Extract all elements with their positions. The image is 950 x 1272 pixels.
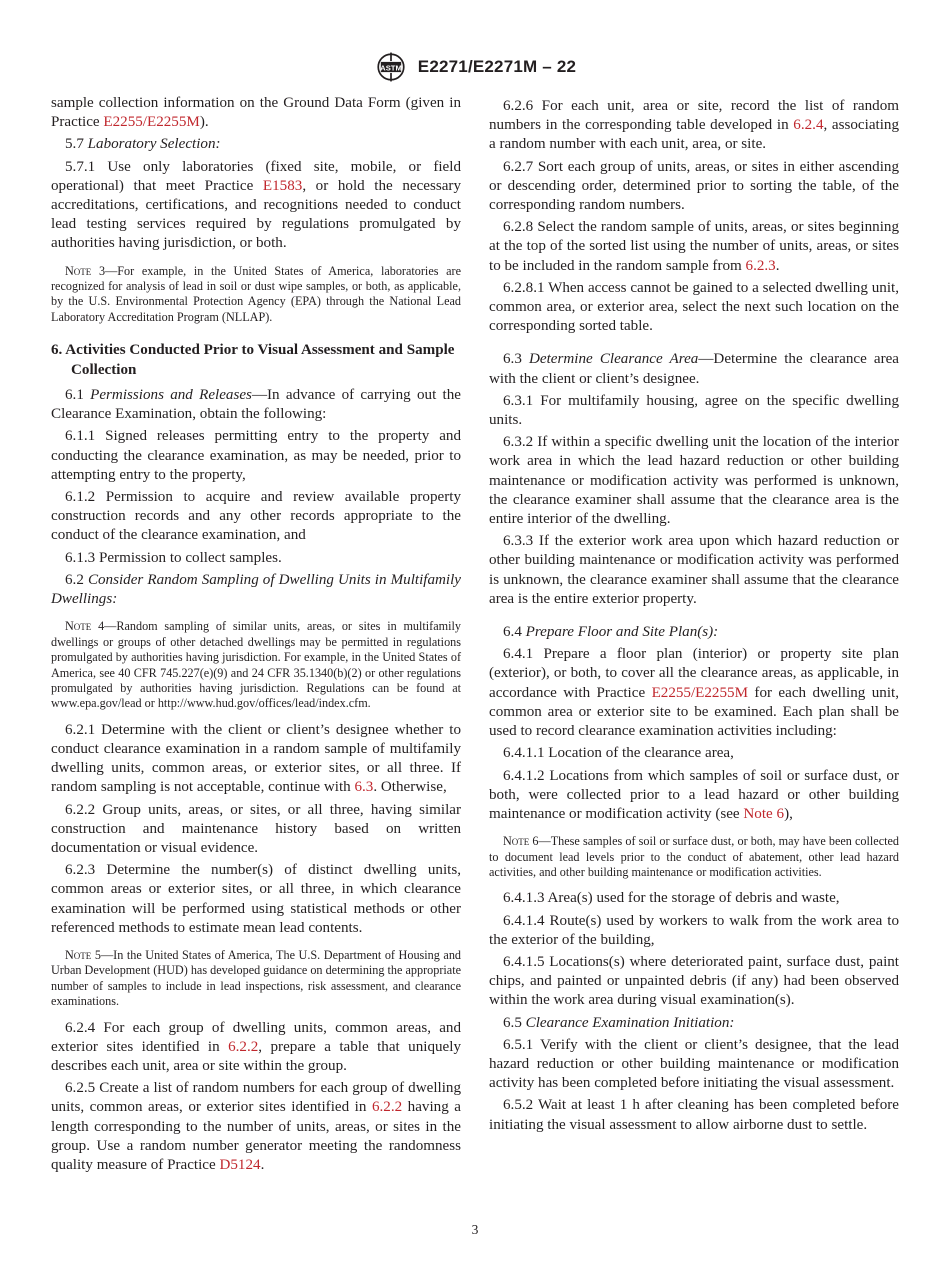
paragraph-text: 5.7.1 Use only laboratories (fixed site, mobile, or field operational) that meet Practice <box>51 158 461 194</box>
body-paragraph <box>489 1036 899 1094</box>
paragraph-text: 6.3.1 For multifamily housing, agree on the specific dwelling units. <box>489 392 899 429</box>
astm-logo-icon <box>374 50 408 84</box>
body-paragraph <box>489 889 899 908</box>
body-paragraph <box>489 392 899 430</box>
paragraph-heading: Permissions and Releases <box>90 387 252 404</box>
paragraph-heading: Clearance Examination Initiation: <box>525 1014 735 1031</box>
cross-reference-link[interactable]: D5124 <box>219 1157 261 1174</box>
page-number: 3 <box>471 1222 479 1237</box>
paragraph-text: 6.4.1.3 Area(s) used for the storage of debris and waste, <box>503 890 840 907</box>
paragraph-text: —Determine the clearance area with the client or client’s designee. <box>489 351 900 387</box>
paragraph-text: for each dwelling unit, common area or exterior site to be examined. Each plan shall be used to record clearance examination activities including: <box>489 684 899 740</box>
body-paragraph <box>51 1019 461 1077</box>
paragraph-heading: Consider Random Sampling of Dwelling Units in Multifamily Dwellings: <box>51 571 461 608</box>
paragraph-text: 6.2.3 Determine the number(s) of distinct dwelling units, common areas or exterior sites, or all three, in which clearance examination will be performed using statistical methods or other referenced methods to estimate mean lead contents. <box>51 862 461 936</box>
cross-reference-link[interactable]: E2255/E2255M <box>103 114 200 131</box>
note-label: Note 5 <box>65 947 101 962</box>
paragraph-number: 6.1 <box>65 387 91 404</box>
cross-reference-link[interactable]: 6.2.2 <box>371 1099 403 1116</box>
paragraph-text: 6.1.3 Permission to collect samples. <box>65 549 282 566</box>
paragraph-text: 6.5.1 Verify with the client or client’s designee, that the lead hazard reduction or other building maintenance or modification activity has been completed before initiating the visual assessment. <box>489 1036 899 1092</box>
left-column <box>51 94 461 1175</box>
paragraph-text: . <box>775 257 780 274</box>
note-text: —For example, in the United States of America, laboratories are recognized for analysis of lead in soil or dust wipe samples, or both, as applicable, by the U.S. Environmental Protection Agency (EPA) through the National Lead Laboratory Accreditation Program (NLLAP). <box>51 263 462 324</box>
cross-reference-link[interactable]: E1583 <box>262 177 303 194</box>
paragraph-text: , prepare a table that uniquely describes each unit, area or site within the group. <box>51 1038 461 1074</box>
paragraph-text: . <box>260 1157 265 1174</box>
note-paragraph <box>51 619 461 711</box>
body-paragraph <box>489 744 899 763</box>
note-text: —These samples of soil or surface dust, or both, may have been collected to document lead levels prior to the conduct of abatement, other lead hazard activities, and other building maintenance or modification activities. <box>489 834 900 879</box>
note-text: —In the United States of America, The U.S. Department of Housing and Urban Development (HUD) has developed guidance on determining the appropriate number of samples to include in lead inspections, risk assessment, and clearance examinations. <box>51 947 462 1009</box>
right-column <box>489 94 899 1135</box>
paragraph-text: ). <box>199 114 209 131</box>
body-paragraph <box>489 953 899 1011</box>
body-paragraph <box>51 94 461 132</box>
body-paragraph <box>51 861 461 938</box>
paragraph-text: 6.3.2 If within a specific dwelling unit the location of the interior work area in which the lead hazard reduction or other building maintenance or modification activity was performed is unknown, the clearance examiner shall assume that the clearance area is the entire interior of the dwelling. <box>489 434 899 528</box>
body-paragraph <box>51 801 461 859</box>
paragraph-text: 6.2.6 For each unit, area or site, record the list of random numbers in the corresponding table developed in <box>489 98 899 134</box>
paragraph-text: 6.2.5 Create a list of random numbers for each group of dwelling units, common areas, or exterior sites identified in <box>51 1080 461 1116</box>
body-paragraph <box>51 549 461 568</box>
cross-reference-link[interactable]: 6.2.2 <box>228 1038 259 1055</box>
body-paragraph <box>51 158 461 254</box>
page-header <box>0 50 950 84</box>
body-paragraph <box>489 1014 899 1033</box>
paragraph-heading: Laboratory Selection: <box>87 136 221 153</box>
paragraph-text: . Otherwise, <box>373 779 447 796</box>
note-label: Note 6 <box>503 834 539 849</box>
paragraph-text: sample collection information on the Ground Data Form (given in Practice <box>51 95 461 131</box>
paragraph-text: 6.2.8.1 When access cannot be gained to a selected dwelling unit, common area, or exterior area, select the next such location on the corresponding sorted table. <box>489 279 899 335</box>
body-paragraph <box>489 645 899 741</box>
paragraph-text: 6.5.2 Wait at least 1 h after cleaning has been completed before initiating the visual assessment to allow airborne dust to settle. <box>489 1097 899 1133</box>
body-paragraph <box>489 767 899 825</box>
cross-reference-link[interactable]: 6.2.3 <box>745 257 776 274</box>
cross-reference-link[interactable]: 6.3 <box>354 779 374 796</box>
cross-reference-link[interactable]: E2255/E2255M <box>651 684 748 701</box>
body-paragraph <box>489 433 899 529</box>
paragraph-text: 6.1.2 Permission to acquire and review available property construction records and any other records appropriate to the conduct of the clearance examination, and <box>51 489 461 544</box>
body-paragraph <box>51 427 461 485</box>
svg-text:ASTM: ASTM <box>379 63 402 73</box>
paragraph-text: , or hold the necessary accreditations, certifications, and recognitions needed to conduct lead testing services required by regulations promulgated by authorities having jurisdiction, or both. <box>51 177 461 252</box>
paragraph-text: 6.2.4 For each group of dwelling units, common areas, and exterior sites identified in <box>51 1019 461 1055</box>
paragraph-text: 6.4.1.1 Location of the clearance area, <box>503 745 734 762</box>
paragraph-text: 6.4.1.2 Locations from which samples of soil or surface dust, or both, were collected prior to a lead hazard or other building maintenance or modification activity (see <box>489 767 899 822</box>
paragraph-text: , associating a random number with each unit, area, or site. <box>489 117 899 153</box>
paragraph-heading: Prepare Floor and Site Plan(s): <box>525 624 719 641</box>
paragraph-text: 6.2.1 Determine with the client or client’s designee whether to conduct clearance examination in a random sample of multifamily dwelling units, common areas, or exterior sites, or all three. If random sampling is not acceptable, continue with <box>51 721 461 796</box>
standard-designation: E2271/E2271M – 22 <box>417 57 577 76</box>
cross-reference-link[interactable]: Note 6 <box>743 805 785 822</box>
body-paragraph <box>51 488 461 546</box>
body-paragraph <box>51 386 461 424</box>
body-paragraph <box>489 350 899 388</box>
cross-reference-link[interactable]: 6.2.4 <box>793 117 824 134</box>
note-label: Note 4 <box>65 619 105 634</box>
body-paragraph <box>489 623 899 642</box>
note-label: Note 3 <box>65 263 106 278</box>
paragraph-text: 6.2.8 Select the random sample of units, areas, or sites beginning at the top of the sorted list using the number of units, areas, or sites to be included in the random sample from <box>489 219 899 274</box>
paragraph-heading: Determine Clearance Area <box>529 351 699 368</box>
body-paragraph <box>489 218 899 276</box>
paragraph-text: 6.4.1.5 Locations(s) where deteriorated paint, surface dust, paint chips, and painted or unpainted debris (if any) had been observed within the work area during visual examination(s). <box>489 953 899 1009</box>
paragraph-number: 6.2 <box>65 571 88 588</box>
paragraph-text: 6.4.1.4 Route(s) used by workers to walk from the work area to the exterior of the building, <box>489 912 899 948</box>
paragraph-text: 6.2.2 Group units, areas, or sites, or all three, having similar construction and maintenance history based on written documentation or visual evidence. <box>51 801 461 856</box>
paragraph-number: 6.5 <box>503 1014 526 1031</box>
body-paragraph <box>489 1096 899 1134</box>
note-paragraph <box>51 948 461 1010</box>
paragraph-number: 6.3 <box>503 351 529 368</box>
paragraph-text: 6.1.1 Signed releases permitting entry to the property and conducting the clearance examination, as may be needed, prior to attempting entry to the property, <box>51 428 461 483</box>
body-paragraph <box>489 279 899 337</box>
body-paragraph <box>51 721 461 798</box>
section-heading: 6. Activities Conducted Prior to Visual Assessment and Sample Collection <box>51 342 455 378</box>
paragraph-number: 5.7 <box>65 136 88 153</box>
paragraph-text: having a length corresponding to the number of units, areas, or sites in the group. Use a random number generator meeting the randomness quality measure of Practice <box>51 1099 461 1174</box>
paragraph-text: 6.4.1 Prepare a floor plan (interior) or property site plan (exterior), or both, to cover all the clearance areas, as applicable, in accordance with Practice <box>489 646 899 701</box>
paragraph-text: —In advance of carrying out the Clearance Examination, obtain the following: <box>51 387 461 423</box>
body-paragraph <box>51 571 461 609</box>
body-paragraph <box>489 532 899 609</box>
note-paragraph <box>51 264 461 326</box>
body-paragraph <box>489 912 899 950</box>
body-paragraph <box>51 135 461 154</box>
body-paragraph <box>489 158 899 216</box>
body-paragraph <box>51 1079 461 1175</box>
paragraph-text: 6.2.7 Sort each group of units, areas, or sites in either ascending or descending order, determined prior to sorting the table, of the corresponding random numbers. <box>489 158 899 214</box>
paragraph-number: 6.4 <box>503 624 526 641</box>
body-paragraph <box>489 97 899 155</box>
note-paragraph <box>489 834 899 880</box>
paragraph-text: ), <box>784 805 793 822</box>
note-text: —Random sampling of similar units, areas, or sites in multifamily dwellings or groups of other detached dwellings may be permitted in regulations promulgated by authorities having jurisdiction. For example, in the United States of America, see 40 CFR 745.227(e)(9) and 24 CFR 35.1340(b)(2) or other regulations promulgated by authorities having jurisdiction. Regulations can be found at www.epa.gov/lead or http://www.hud.gov/offices/lead/index.cfm. <box>51 619 461 711</box>
paragraph-text: 6.3.3 If the exterior work area upon which hazard reduction or other building maintenance or modification activity was performed is unknown, the clearance examiner shall assume that the clearance area is the entire exterior property. <box>489 533 899 607</box>
